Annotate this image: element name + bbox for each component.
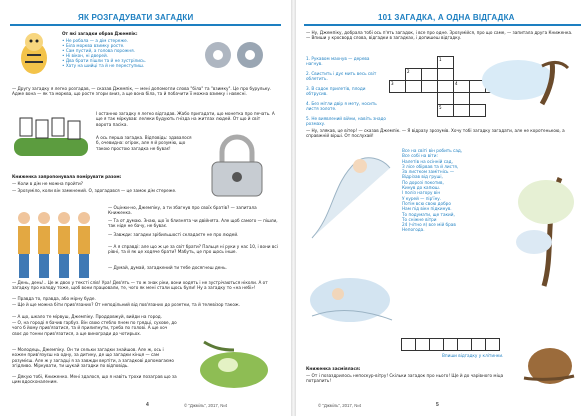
left-page-title: ЯК РОЗГАДУВАТИ ЗАГАДКИ [78, 13, 194, 22]
poem-line: За листком замітнісь — [402, 169, 455, 175]
dialogue-4: — А я справді: але що ж це за світ брати? Пальця ні руки у нас 10, і вони всі рівні, та й як це ходяче брати? Мабуть, це про щось інше. [108, 244, 278, 255]
answer-label: Впиши відгадку у клітинки. [442, 353, 504, 358]
grid-cell[interactable] [454, 93, 470, 105]
clue-text: Свистить і дує мить весь світ облетить. [306, 71, 377, 81]
paragraph-3: А ось перша загадка. Відповідь: здавалося б, очевидна: огірок, але я й розумію, що такою простою загадка не буває! [96, 135, 192, 151]
paragraph-10: — А що, шкало те мірвуш, Джемпіку. Проддовжуй, вийди на город. [12, 314, 163, 319]
paragraph-11: — О, на городі я бачив гарбуз. Він свою стебло пнем по грядці, сухове, до чого б йому прив'язатися, та й прилипнути, треба по голові. А ще хоч своє до тонни прив'язатися, а ще виногради до чотирьох. [12, 320, 177, 336]
answer-cell[interactable] [415, 338, 430, 351]
clue-text: Рукавом махнув — дерева нагнув. [306, 56, 370, 66]
grid-cell[interactable]: 1 [438, 57, 454, 69]
gears-illustration [200, 34, 272, 76]
paragraph-6: — Зрозуміло, коли він замкнений. О, здогадався — це замок дім стереже. [12, 188, 177, 193]
grid-cell[interactable] [454, 105, 470, 117]
crossword-clues [306, 56, 386, 126]
bee-character-illustration [12, 28, 56, 80]
left-page [0, 0, 291, 416]
riddle-poem [402, 148, 508, 233]
poem-line: 24 (чітно я) все мій брав [402, 222, 456, 228]
ending-label: Книженка засміялася: [306, 366, 361, 371]
answer-cell[interactable] [485, 338, 500, 351]
poem-line: Нам під вікн підкинув. [402, 206, 452, 212]
clue-text: Без мітли двір я мету, носить листя золоте. [306, 101, 377, 111]
clue-number: 2. [306, 71, 310, 76]
riddle-item: • Хату на шийці та й не переступиш. [62, 63, 202, 68]
answer-cell[interactable] [471, 338, 486, 351]
clue-item [306, 56, 386, 66]
intro-text: От які загадки обрав Джемпік: [62, 31, 138, 36]
poem-line: Відрізав від груші, [402, 174, 443, 180]
grid-cell[interactable] [406, 81, 422, 93]
left-footer: © "Джміль", 2017, №4 [184, 403, 228, 408]
storm-character-illustration [304, 264, 400, 332]
padlock-illustration [198, 134, 276, 200]
grid-cell[interactable]: 4 [454, 81, 470, 93]
riddle-item: • Сам пустий, а голова порожня. [62, 48, 202, 53]
poem-line: Все на світі він робить сад, [402, 148, 463, 153]
clue-number: 4. [306, 101, 310, 106]
clue-number: 1. [306, 56, 310, 61]
clue-item [306, 71, 386, 81]
answer-cell[interactable] [443, 338, 458, 351]
grid-cell[interactable] [438, 93, 454, 105]
answer-cell[interactable] [401, 338, 416, 351]
wind-tree-illustration [470, 46, 574, 116]
right-page-title: 101 ЗАГАДКА, А ОДНА ВІДГАДКА [378, 13, 515, 22]
swirling-tree-illustration [510, 156, 580, 296]
poem-line: То подумати, ще такий, [402, 211, 455, 217]
riddle-item: • Ні вікон, ні дверей. [62, 53, 202, 58]
poem-line: Налетів на осінній сад, [402, 158, 453, 164]
poem-line: З лісе обірвав та й листя, [402, 163, 459, 169]
paragraph-5: — Коли в дім не можна пройти? [12, 181, 83, 186]
riddle-list [62, 38, 202, 69]
paragraph-8: — Правда то, правда, або мірну буде. [12, 296, 96, 301]
wind-character-illustration [302, 148, 396, 250]
answer-cells[interactable] [402, 338, 500, 351]
right-footer: © "Джміль", 2017, №4 [318, 403, 362, 408]
paragraph-2: І останню загадку я легко відгадав. Жабо пригадати, що монетка про печать. А ще я так міркував: лелеки будують гнізда на житлах людей. От що й світ ворота пасіка. [96, 111, 275, 127]
riddle-item: • Два брати пішли та й не зустрілись. [62, 58, 202, 63]
poem-line: То сніжне вітри [402, 216, 437, 222]
clue-number: 5. [306, 116, 310, 121]
riddle-item: • Не робала — а дім стереже. [62, 38, 202, 43]
clue-text: В садок прилетів, плоди обтрусив. [306, 86, 366, 96]
clue-item [306, 116, 386, 126]
right-page [296, 0, 587, 416]
grid-cell[interactable]: 3 [390, 81, 406, 93]
grid-cell[interactable] [438, 69, 454, 81]
paragraph-1: — Другу загадку я легко розгадав, — сказав Джемпік, — мені допомогли слова "біла" та "взимку". Це про бурульку. Адже вона — як та морква, що росте згори вниз, а ще вона біла, та й побачити її можна взимку і навесні. [12, 86, 272, 97]
poem-line: Кинув до капюш. [402, 185, 441, 191]
paragraph-7: — День, день!.. Це ж двох у тексті слів! Ура! Дев'ять — то ж знак ріки, вони ходять і не зустрічаються ніколи. А от загадку про колоду тоже, щоб вони працювали, те, чого як мені стали щось були! Ну а загадку то «на небі»! [12, 280, 268, 291]
paragraph-12: — Молодець, Джемпіку. Он ти сельки загадки знайшов. Але ж, ось і кожен прив'язуєш на одну, за дитину, де що загадки кінця — сам розумієш. Але ж у загадці я за завжди вертіти, а загадкові допомагаємо згідливо. Міркувати, ти шукай загадки по відповідь. [12, 347, 174, 368]
riddle-item: • Біла морква взимку росте. [62, 43, 202, 48]
tree-stump-illustration [516, 340, 580, 390]
right-page-number: 5 [436, 402, 439, 408]
clue-text: Не виявлений війни, навіть знадо розмаху. [306, 116, 386, 126]
dialogue-2: — Та от думаю. Знаю, що їх близнята чи двійнята. Але щоб самого — пішли, так ніде не бачу, не буває. [108, 218, 278, 229]
ending-text: — От і позаздрилось непоскур-вітру! Скільки загадок про нього! Ще й до чарівного міца потрапить! [306, 373, 504, 384]
clue-item [306, 86, 386, 96]
paragraph-9: — Ще й ще можна біти прив'язаних? От неподільний від пов'язаних до розетки, та й телевізор також. [12, 302, 240, 307]
crocodile-illustration [12, 110, 92, 162]
paragraph-4: Книженка запропонувала помірувати разом: [12, 174, 122, 179]
poem-line: Потім всю свою добро [402, 200, 451, 206]
right-after-text: — Ну, злякав, це вітер! — сказав Джемпік. — Я відразу зрозумів. Хочу тобі загадку загадати, але не коротенькою, а справжній вірші. От послухай! [306, 128, 565, 139]
clue-number: 3. [306, 86, 310, 91]
dialogue-5: — Думай, думай, загадкений ти тебе досягнеш день. [108, 265, 227, 270]
poem-line: І поліз нагору він [402, 190, 441, 196]
poem-line: Непогода. [402, 227, 425, 233]
children-row-illustration [10, 202, 102, 286]
dialogue-1: — Оцінки-но, Джемпіку, а ти збагнув про своїх братів? — запитала Книженка. [108, 205, 257, 216]
answer-cell[interactable] [457, 338, 472, 351]
grid-cell[interactable] [438, 81, 454, 93]
poem-line: Все собі на віти: [402, 153, 438, 159]
right-intro: — Ну, Джемпіку, добрала тобі ось п'ять загадок, і все про одне. Зрозумійся, про що саме, — запитала друга Книженка. — Впиши у кросворд слова, відгадки в загадках, і допишеш відгадку. [306, 30, 573, 41]
left-page-number: 4 [146, 402, 149, 408]
grid-cell[interactable] [422, 81, 438, 93]
poem-line: У курей — пір'їну. [402, 195, 442, 201]
grid-cell[interactable] [422, 69, 438, 81]
clue-item [306, 101, 386, 111]
poem-line: По дорозі покотив, [402, 179, 444, 185]
pumpkin-illustration [186, 332, 282, 392]
dialogue-3: — Завжди: загадки зрібильшості складаєте не про людей. [108, 232, 239, 237]
paragraph-13: — Дякую тобі, Книженко. Мені здалося, що я навіть трохи позаграв що за цим вдосконаленим. [12, 374, 177, 385]
grid-cell[interactable]: 2 [406, 69, 422, 81]
grid-cell[interactable]: 5 [438, 105, 454, 117]
answer-cell[interactable] [429, 338, 444, 351]
